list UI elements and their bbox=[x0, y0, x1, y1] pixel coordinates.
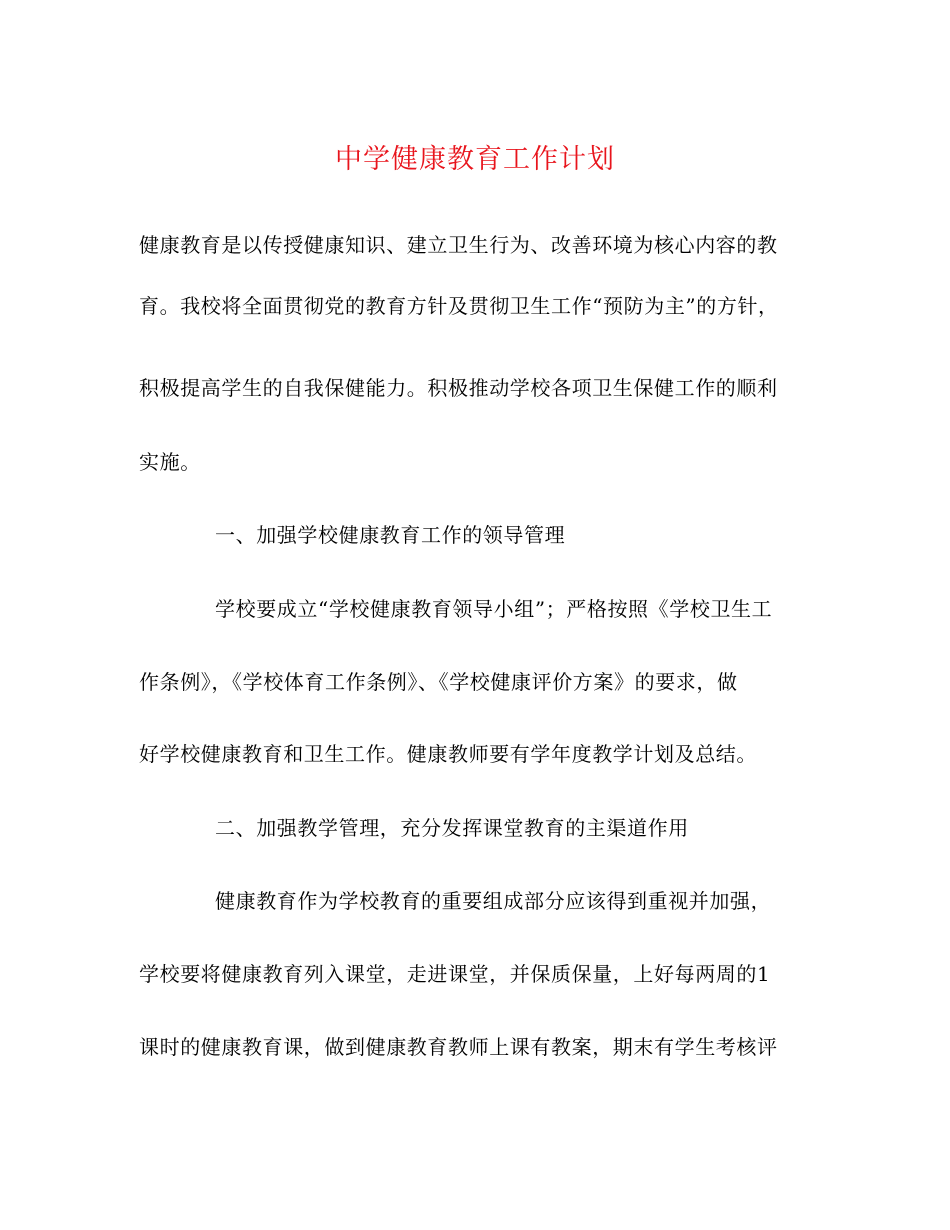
body-line-5: 学校要成立“学校健康教育领导小组”；严格按照《学校卫生工 bbox=[215, 597, 773, 621]
body-line-2: 育。我校将全面贯彻党的教育方针及贯彻卫生工作“预防为主”的方针， bbox=[139, 294, 779, 318]
document-title: 中学健康教育工作计划 bbox=[335, 144, 615, 175]
body-line-3: 积极提高学生的自我保健能力。积极推动学校各项卫生保健工作的顺利 bbox=[139, 376, 778, 400]
body-line-9: 学校要将健康教育列入课堂，走进课堂，并保质保量，上好每两周的1 bbox=[139, 962, 771, 986]
body-line-8: 健康教育作为学校教育的重要组成部分应该得到重视并加强， bbox=[215, 889, 772, 913]
body-line-4: 实施。 bbox=[139, 450, 201, 474]
body-line-1: 健康教育是以传授健康知识、建立卫生行为、改善环境为核心内容的教 bbox=[139, 233, 778, 257]
body-line-10: 课时的健康教育课，做到健康教育教师上课有教案，期末有学生考核评 bbox=[139, 1035, 778, 1059]
section-heading-2: 二、加强教学管理，充分发挥课堂教育的主渠道作用 bbox=[215, 816, 689, 840]
section-heading-1: 一、加强学校健康教育工作的领导管理 bbox=[215, 523, 566, 547]
body-line-7: 好学校健康教育和卫生工作。健康教师要有学年度教学计划及总结。 bbox=[139, 742, 757, 766]
body-line-6: 作条例》，《学校体育工作条例》、《学校健康评价方案》的要求，做 bbox=[139, 670, 738, 694]
